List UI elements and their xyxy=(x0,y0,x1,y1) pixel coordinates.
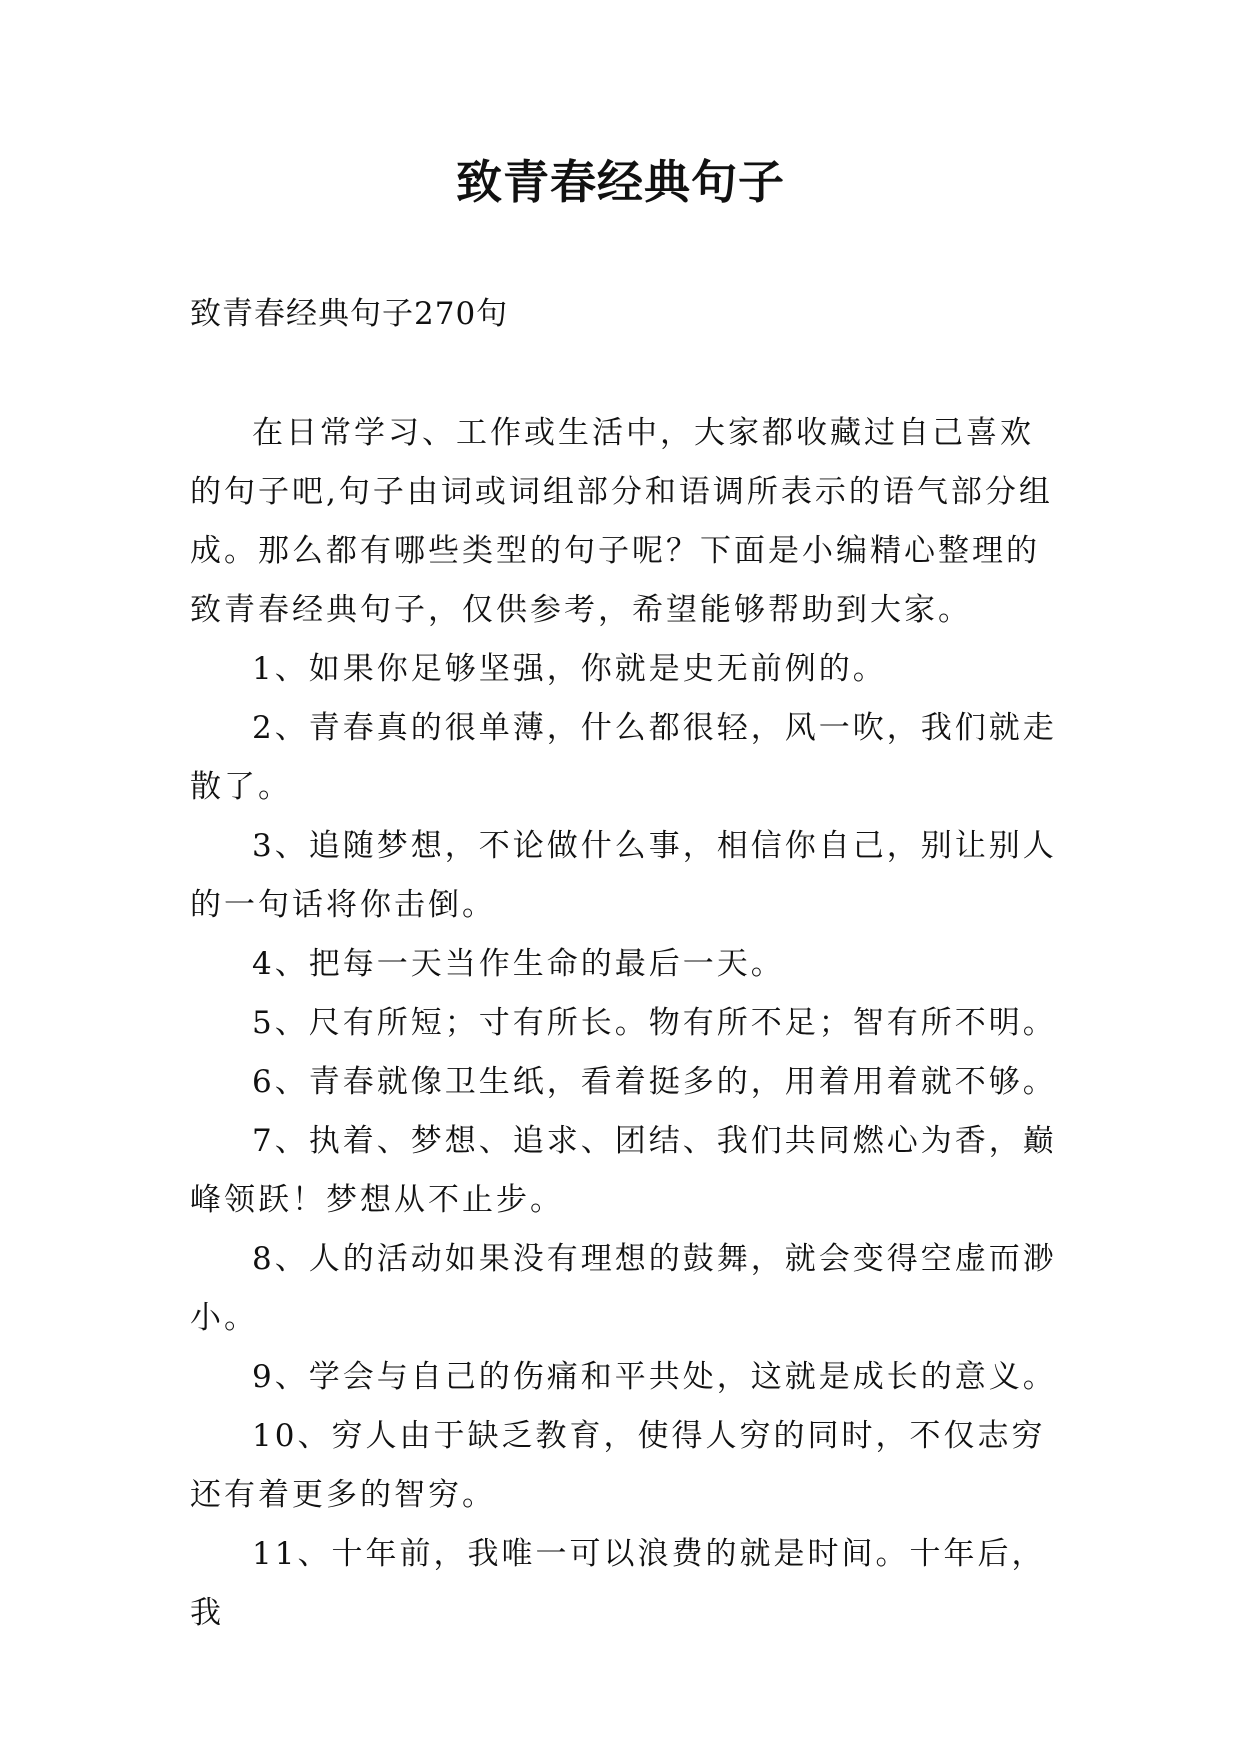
quote-item-9: 9、学会与自己的伤痛和平共处，这就是成长的意义。 xyxy=(252,1359,1057,1395)
quote-item-2: 2、青春真的很单薄，什么都很轻，风一吹，我们就走散了。 xyxy=(190,710,1057,805)
quote-item-5: 5、尺有所短；寸有所长。物有所不足；智有所不明。 xyxy=(252,1005,1057,1041)
quote-item-6: 6、青春就像卫生纸，看着挺多的，用着用着就不够。 xyxy=(252,1064,1057,1100)
quote-item-8: 8、人的活动如果没有理想的鼓舞，就会变得空虚而渺小。 xyxy=(190,1241,1057,1336)
quote-item-11: 11、十年前，我唯一可以浪费的就是时间。十年后，我 xyxy=(190,1536,1046,1631)
quote-item-4: 4、把每一天当作生命的最后一天。 xyxy=(252,946,785,982)
intro-paragraph: 在日常学习、工作或生活中，大家都收藏过自己喜欢的句子吧,句子由词或词组部分和语调所表示的语气部分组成。那么都有哪些类型的句子呢？下面是小编精心整理的致青春经典句子，仅供参考，希望能够帮助到大家。 xyxy=(190,415,1053,628)
quote-item-10: 10、穷人由于缺乏教育，使得人穷的同时，不仅志穷还有着更多的智穷。 xyxy=(190,1418,1046,1513)
quote-item-1: 1、如果你足够坚强，你就是史无前例的。 xyxy=(252,651,887,687)
quote-item-7: 7、执着、梦想、追求、团结、我们共同燃心为香，巅峰领跃！梦想从不止步。 xyxy=(190,1123,1057,1218)
document-body xyxy=(190,404,1058,1643)
document-title: 致青春经典句子 xyxy=(456,155,785,209)
document-subtitle: 致青春经典句子270句 xyxy=(190,296,509,332)
quote-item-3: 3、追随梦想，不论做什么事，相信你自己，别让别人的一句话将你击倒。 xyxy=(190,828,1057,923)
